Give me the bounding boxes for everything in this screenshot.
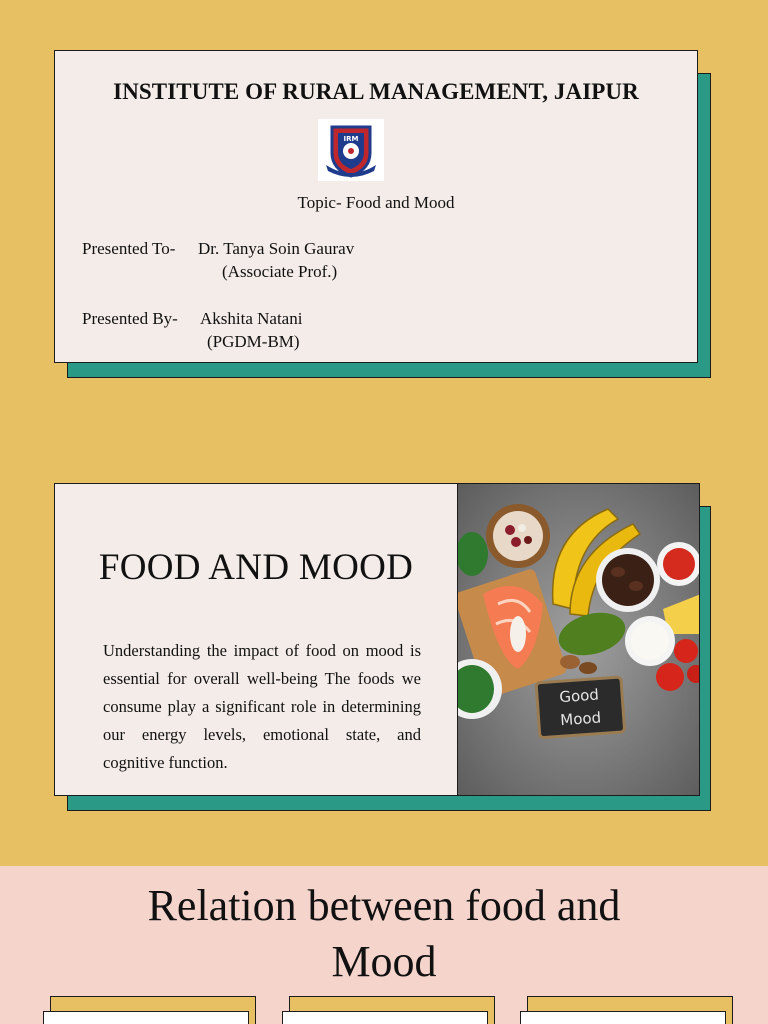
slide2-body: Understanding the impact of food on mood is essential for overall well-being The foods we consume play a significant role in determining our energy levels, emotional state, and cognitive function. (103, 641, 421, 772)
card2-front (282, 1011, 488, 1024)
presented-to-role: (Associate Prof.) (222, 262, 338, 281)
irm-logo (318, 119, 384, 181)
card3-front (520, 1011, 726, 1024)
topic-line: Topic- Food and Mood (297, 193, 455, 212)
slide-intro (54, 483, 458, 796)
card1-front (43, 1011, 249, 1024)
institute-title: INSTITUTE OF RURAL MANAGEMENT, JAIPUR (113, 79, 639, 104)
slide2-title: FOOD AND MOOD (98, 547, 414, 588)
slide-relation (0, 866, 768, 1024)
presented-by-label: Presented By- (82, 309, 178, 328)
slide3-title-line1: Relation between food and (147, 881, 621, 930)
sign-line2: Mood (559, 708, 602, 730)
presented-to-name: Dr. Tanya Soin Gaurav (198, 239, 355, 258)
slide-title (54, 50, 698, 363)
slide3-title (0, 878, 768, 990)
logo-text: IRM (343, 135, 359, 143)
presented-by-role: (PGDM-BM) (207, 332, 300, 351)
sign-line1: Good (558, 685, 600, 707)
food-photo (457, 483, 700, 796)
presented-to-label: Presented To- (82, 239, 176, 258)
presented-by-name: Akshita Natani (200, 309, 303, 328)
slide3-title-line2: Mood (331, 937, 437, 986)
